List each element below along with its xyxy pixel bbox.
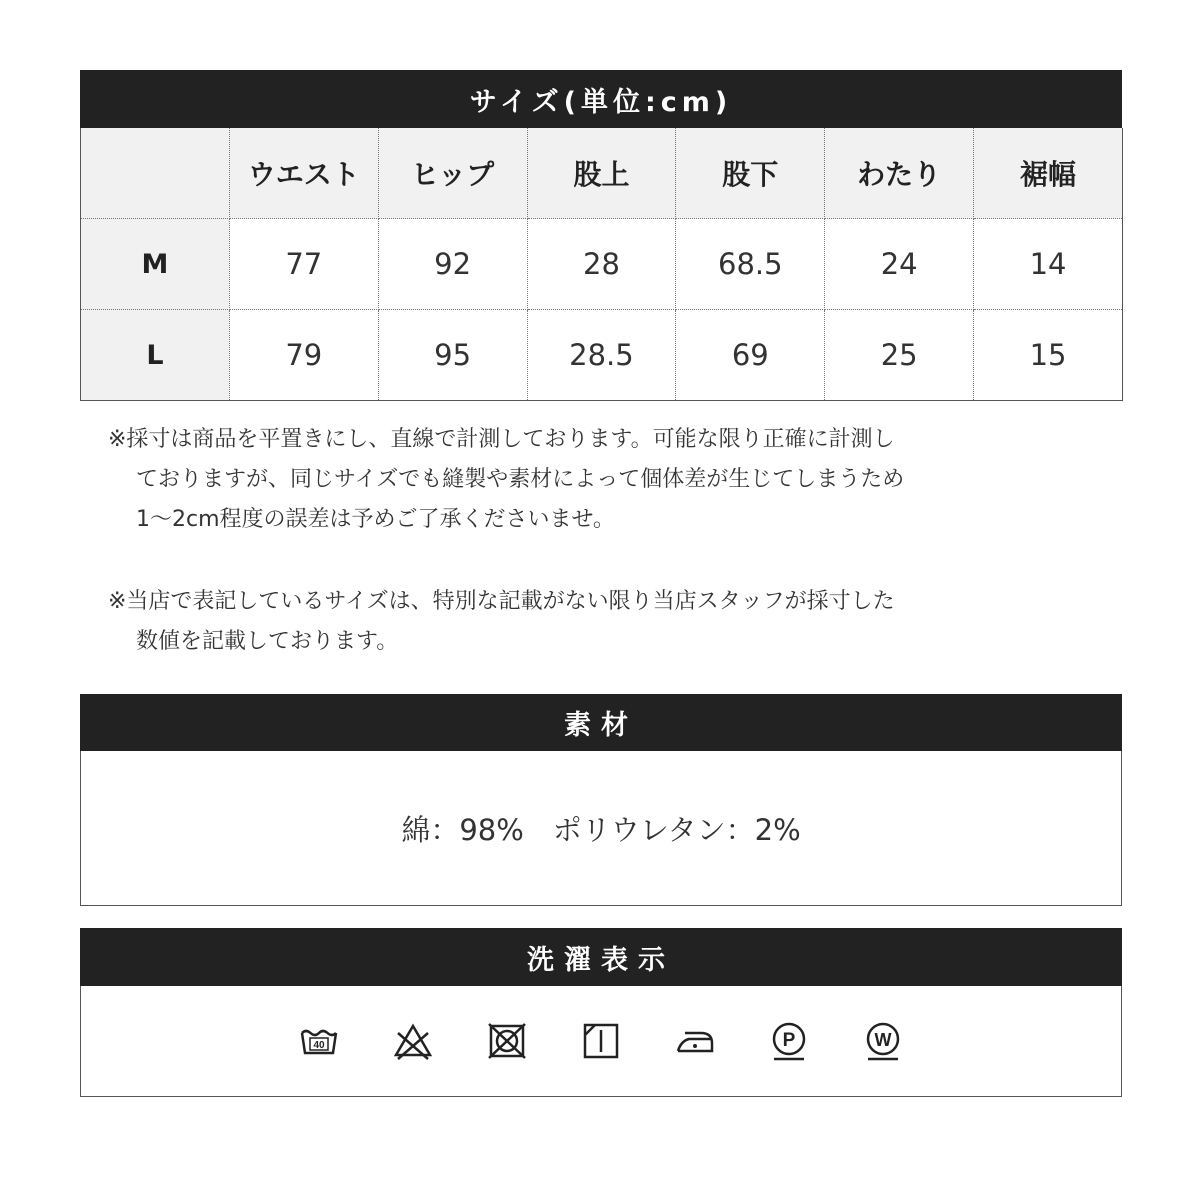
column-header-hem-width: 裾幅 [974, 128, 1123, 219]
column-header-inseam: 股下 [676, 128, 825, 219]
table-cell: 25 [825, 310, 974, 401]
note-line: 1〜2cm程度の誤差は予めご了承くださいませ。 [136, 507, 615, 532]
material-composition: 綿：98% ポリウレタン：2% [401, 812, 801, 847]
no-bleach-icon [393, 1021, 433, 1061]
dry-clean-p-icon [769, 1021, 809, 1061]
table-cell: 15 [974, 310, 1123, 401]
svg-text:W: W [874, 1030, 892, 1050]
wash-40-icon [299, 1021, 339, 1061]
table-cell: 68.5 [676, 219, 825, 310]
wet-clean-w-icon [863, 1021, 903, 1061]
iron-low-icon [675, 1021, 715, 1061]
column-header-waist: ウエスト [229, 128, 378, 219]
measurement-note [108, 420, 1028, 540]
drip-dry-shade-icon [581, 1021, 621, 1061]
svg-text:P: P [782, 1030, 796, 1051]
wash-icons-box [80, 986, 1122, 1097]
table-row [81, 219, 1123, 310]
note-line: ※当店で表記しているサイズは、特別な記載がない限り当店スタッフが採寸した [108, 589, 895, 614]
material-section-title: 素材 [80, 694, 1122, 751]
table-cell: 77 [229, 219, 378, 310]
size-section-title: サイズ(単位:cm) [80, 70, 1122, 128]
size-table [80, 128, 1123, 401]
column-header-hip: ヒップ [378, 128, 527, 219]
size-table-corner [81, 128, 230, 219]
wash-section-title: 洗濯表示 [80, 928, 1122, 986]
size-table-header-row [81, 128, 1123, 219]
material-box [80, 751, 1122, 906]
table-cell: 95 [378, 310, 527, 401]
svg-text:40: 40 [313, 1040, 325, 1051]
note-line: ておりますが、同じサイズでも縫製や素材によって個体差が生じてしまうため [136, 467, 905, 492]
note-line: 数値を記載しております。 [136, 629, 399, 654]
table-cell: 28.5 [527, 310, 676, 401]
column-header-rise: 股上 [527, 128, 676, 219]
column-header-thigh: わたり [825, 128, 974, 219]
table-cell: 92 [378, 219, 527, 310]
table-cell: 24 [825, 219, 974, 310]
table-cell: 28 [527, 219, 676, 310]
note-line: ※採寸は商品を平置きにし、直線で計測しております。可能な限り正確に計測し [108, 427, 895, 452]
table-row [81, 310, 1123, 401]
row-label-m: M [81, 219, 230, 310]
table-cell: 14 [974, 219, 1123, 310]
table-cell: 69 [676, 310, 825, 401]
size-source-note [108, 582, 1028, 662]
table-cell: 79 [229, 310, 378, 401]
row-label-l: L [81, 310, 230, 401]
no-tumble-dry-icon [487, 1021, 527, 1061]
